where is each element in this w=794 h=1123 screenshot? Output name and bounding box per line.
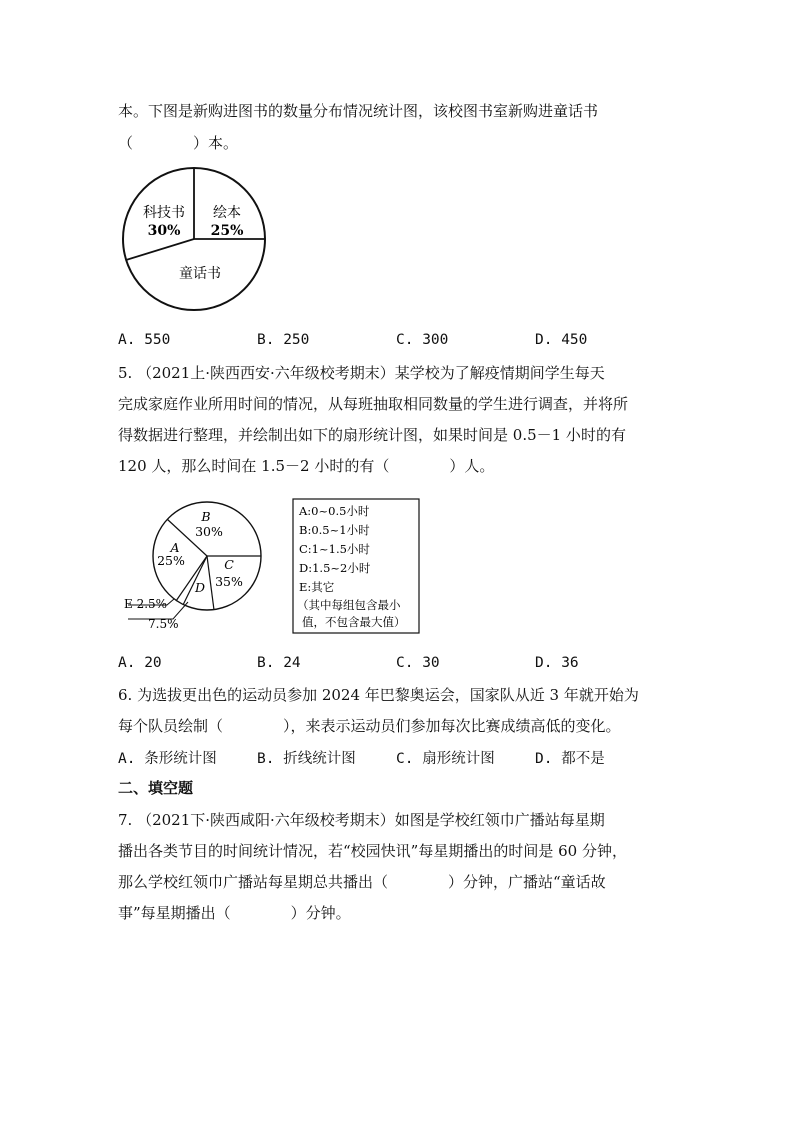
q5-option-d[interactable]: D. 36 — [535, 655, 579, 671]
q4-text-line2: （ ）本。 — [118, 134, 239, 152]
q5-slice-b-label: B — [201, 509, 211, 524]
q5-option-c[interactable]: C. 30 — [396, 655, 440, 671]
q6-option-c[interactable]: C. 扇形统计图 — [396, 751, 495, 767]
q6-option-b[interactable]: B. 折线统计图 — [257, 751, 356, 767]
q5-text-line1: 5. （2021上·陕西西安·六年级校考期末）某学校为了解疫情期间学生每天 — [118, 364, 605, 382]
q5-text-line2: 完成家庭作业所用时间的情况，从每班抽取相同数量的学生进行调查，并将所 — [118, 395, 629, 413]
q5-option-a[interactable]: A. 20 — [118, 655, 162, 671]
q6-text-line2: 每个队员绘制（ ），来表示运动员们参加每次比赛成绩高低的变化。 — [118, 717, 621, 735]
q6-option-d[interactable]: D. 都不是 — [535, 751, 605, 767]
q5-legend-note1: （其中每组包含最小 — [297, 598, 401, 612]
q4-slice-science-label: 科技书 — [143, 205, 185, 221]
q5-legend-e: E:其它 — [299, 580, 335, 594]
q7-text-line3: 那么学校红领巾广播站每星期总共播出（ ）分钟，广播站“童话故 — [118, 873, 606, 891]
q4-pie-divider-left — [126, 239, 194, 260]
q5-slice-d-label: D — [194, 580, 206, 595]
q5-legend-d: D:1.5~2小时 — [299, 561, 371, 575]
q5-legend-note2: 值，不包含最大值） — [302, 615, 406, 629]
q5-slice-a-label: A — [170, 540, 180, 555]
q5-legend-b: B:0.5~1小时 — [299, 523, 370, 537]
q5-text-line4: 120 人，那么时间在 1.5－2 小时的有（ ）人。 — [118, 457, 495, 475]
q4-text-line1: 本。下图是新购进图书的数量分布情况统计图，该校图书室新购进童话书 — [118, 102, 599, 120]
q4-slice-picturebook-pct: 25% — [210, 223, 244, 239]
q5-pie-chart — [118, 495, 278, 635]
q5-slice-c-pct: 35% — [215, 574, 243, 589]
q5-legend-a: A:0~0.5小时 — [299, 504, 370, 518]
q7-text-line1: 7. （2021下·陕西咸阳·六年级校考期末）如图是学校红领巾广播站每星期 — [118, 811, 605, 829]
q6-option-a[interactable]: A. 条形统计图 — [118, 751, 217, 767]
q4-slice-fairytale-label: 童话书 — [179, 266, 221, 282]
q5-slice-b-pct: 30% — [195, 524, 223, 539]
q5-text-line3: 得数据进行整理，并绘制出如下的扇形统计图，如果时间是 0.5－1 小时的有 — [118, 426, 626, 444]
q5-legend-box — [292, 498, 420, 634]
q5-divider-cd — [207, 556, 214, 610]
q6-text-line1: 6. 为选拔更出色的运动员参加 2024 年巴黎奥运会，国家队从近 3 年就开始为 — [118, 686, 639, 704]
q4-option-d[interactable]: D. 450 — [535, 332, 588, 348]
q5-slice-d-annotation: 7.5% — [148, 617, 179, 631]
q4-slice-picturebook-label: 绘本 — [213, 205, 241, 221]
q5-slice-e-annotation: E 2.5% — [124, 597, 168, 611]
q5-legend-c: C:1~1.5小时 — [299, 542, 370, 556]
section-heading-fill-in: 二、填空题 — [118, 779, 194, 797]
q4-slice-science-pct: 30% — [147, 223, 181, 239]
q4-option-b[interactable]: B. 250 — [257, 332, 310, 348]
q7-text-line4: 事”每星期播出（ ）分钟。 — [118, 904, 351, 922]
q5-slice-c-label: C — [224, 557, 234, 572]
q7-text-line2: 播出各类节目的时间统计情况，若“校园快讯”每星期播出的时间是 60 分钟， — [118, 842, 627, 860]
q4-option-c[interactable]: C. 300 — [396, 332, 449, 348]
q5-slice-a-pct: 25% — [157, 553, 185, 568]
q4-pie-chart — [118, 160, 270, 320]
q5-option-b[interactable]: B. 24 — [257, 655, 301, 671]
q4-option-a[interactable]: A. 550 — [118, 332, 171, 348]
